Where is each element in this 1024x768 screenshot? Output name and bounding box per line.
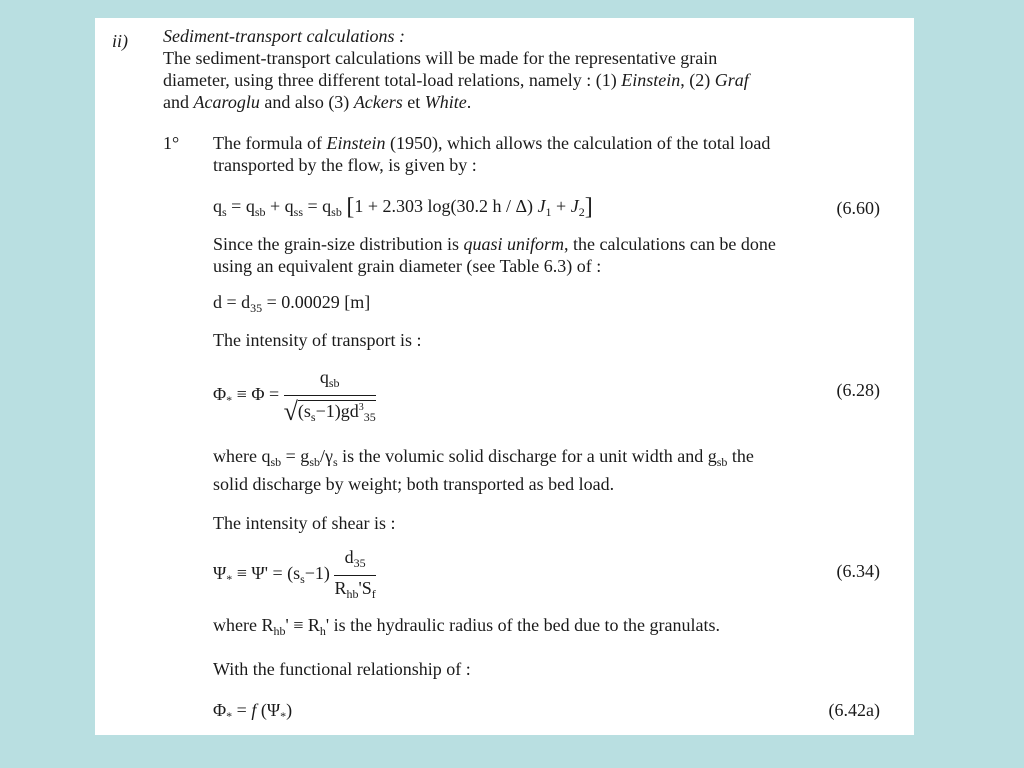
section-numeral: ii) bbox=[112, 31, 128, 51]
equation-6-60: $q_s = q_{sb} + q_{ss} = q_{sb}$ [1 + 2.303 log(30.2 h / Δ) $J_1 + J_2$] bbox=[213, 194, 593, 220]
equation-6-34: $\Psi_* \equiv \Psi' = (s_s-1)$ $\frac{d_{35}}{R_{hb}'S_f}$ bbox=[213, 546, 376, 605]
section-title: Sediment-transport calculations : bbox=[163, 26, 405, 46]
intro-line-3: and Acaroglu and also (3) Ackers et White. bbox=[163, 92, 472, 112]
intensity-shear-label: The intensity of shear is : bbox=[213, 513, 396, 533]
functional-label: With the functional relationship of : bbox=[213, 659, 471, 679]
item1-text bbox=[213, 132, 770, 176]
equation-number-6-28: (6.28) bbox=[836, 380, 880, 400]
equation-6-28: $\Phi_* \equiv \Phi$ = $\frac{q_{sb}}{√(s_s-1)gd^3_{35}}$ bbox=[213, 367, 376, 426]
intensity-transport-label: The intensity of transport is : bbox=[213, 330, 422, 350]
equation-d35: $d = d_{35} = 0.00029$ [m] bbox=[213, 292, 371, 315]
grain-line-2: using an equivalent grain diameter (see Table 6.3) of : bbox=[213, 256, 602, 276]
where-paragraph-1 bbox=[213, 445, 754, 495]
grain-line-1: Since the grain-size distribution is quasi uniform, the calculations can be done bbox=[213, 234, 776, 254]
where-paragraph-2: where $R_{hb}' \equiv R_h'$ is the hydraulic radius of the bed due to the granulats. bbox=[213, 615, 721, 638]
intro-paragraph bbox=[163, 47, 749, 113]
intro-line-2: diameter, using three different total-load relations, namely : (1) Einstein, (2) Graf bbox=[163, 70, 749, 90]
grain-paragraph bbox=[213, 233, 776, 277]
where1-line-1: where $q_{sb} = g_{sb}/\gamma_s$ is the volumic solid discharge for a unit width and $g_{sb}$ the bbox=[213, 446, 754, 469]
intro-line-1: The sediment-transport calculations will be made for the representative grain bbox=[163, 48, 718, 68]
equation-6-42a: $\Phi_* = f$ $(\Psi_*)$ bbox=[213, 700, 293, 723]
equation-number-6-60: (6.60) bbox=[836, 198, 880, 218]
fraction-6-28: $\frac{q_{sb}}{√(s_s-1)gd^3_{35}}$ bbox=[283, 367, 376, 426]
fraction-6-34: $\frac{d_{35}}{R_{hb}'S_f}$ bbox=[334, 547, 376, 601]
item-marker: 1° bbox=[163, 133, 180, 153]
item1-line-2: transported by the flow, is given by : bbox=[213, 155, 477, 175]
equation-number-6-42a: (6.42a) bbox=[828, 700, 880, 720]
where1-line-2: solid discharge by weight; both transported as bed load. bbox=[213, 474, 615, 494]
item1-line-1: The formula of Einstein (1950), which allows the calculation of the total load bbox=[213, 133, 771, 153]
equation-number-6-34: (6.34) bbox=[836, 561, 880, 581]
document-page bbox=[95, 18, 914, 735]
